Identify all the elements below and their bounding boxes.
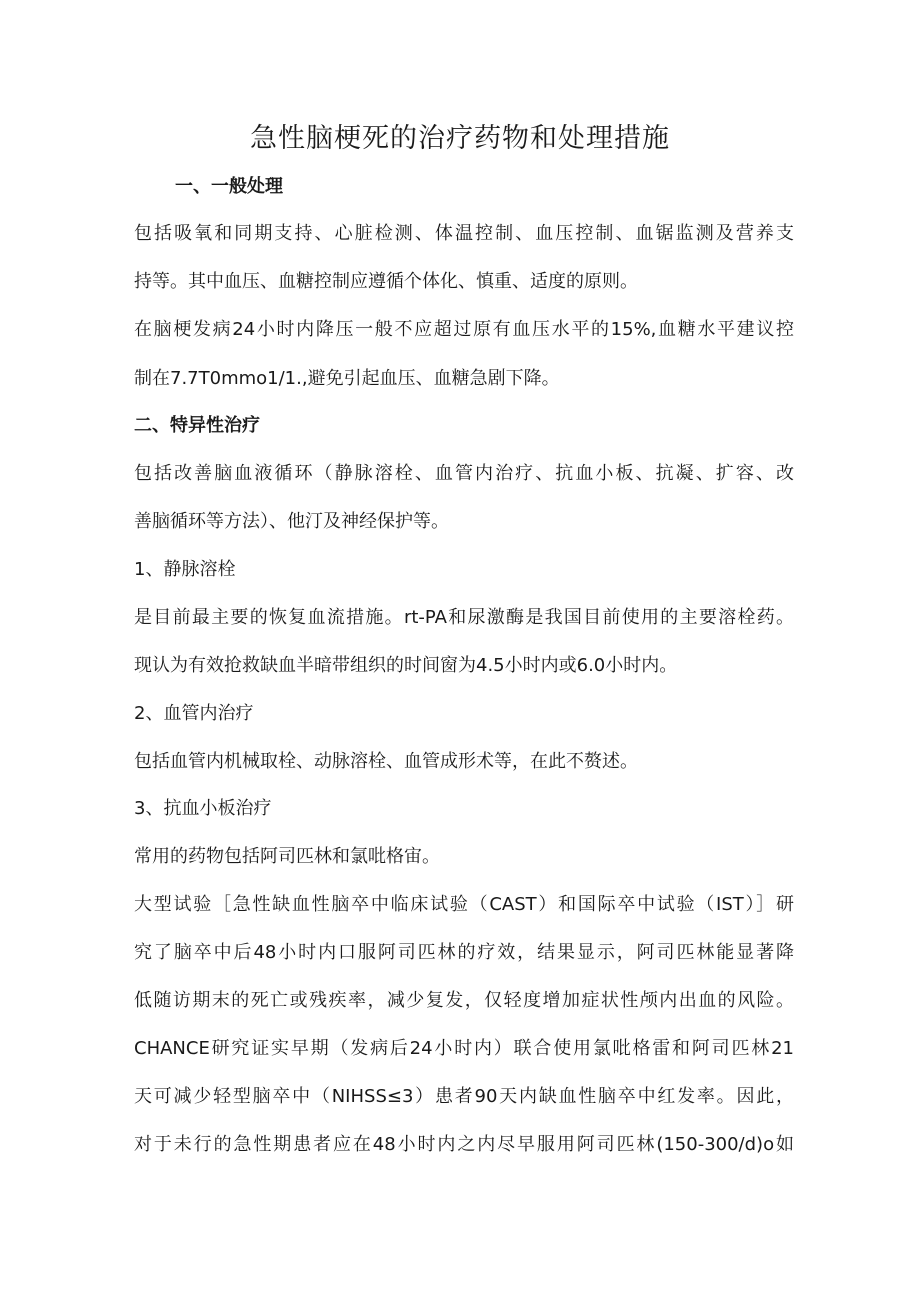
subsection-heading-thrombolysis: 1、静脉溶栓 <box>134 559 236 580</box>
paragraph-line: CHANCE研究证实早期（发病后24小时内）联合使用氯吡格雷和阿司匹林21 <box>134 1038 794 1059</box>
paragraph-line: 常用的药物包括阿司匹林和氯吡格宙。 <box>134 846 440 867</box>
paragraph-line: 天可减少轻型脑卒中（NIHSS≤3）患者90天内缺血性脑卒中红发率。因此， <box>134 1086 794 1107</box>
section-heading-general: 一、一般处理 <box>175 176 283 197</box>
document-title: 急性脑梗死的治疗药物和处理措施 <box>250 123 670 154</box>
paragraph-line: 包括改善脑血液循环（静脉溶栓、血管内治疗、抗血小板、抗凝、扩容、改 <box>134 463 794 484</box>
paragraph-line: 现认为有效抢救缺血半暗带组织的时间窗为4.5小时内或6.0小时内。 <box>134 655 678 676</box>
paragraph-line: 善脑循环等方法）、他汀及神经保护等。 <box>134 511 449 532</box>
paragraph-line: 在脑梗发病24小时内降压一般不应超过原有血压水平的15%,血糖水平建议控 <box>134 319 794 340</box>
paragraph-line: 究了脑卒中后48小时内口服阿司匹林的疗效，结果显示，阿司匹林能显著降 <box>134 942 794 963</box>
section-heading-specific: 二、特异性治疗 <box>134 415 260 436</box>
paragraph-line: 包括吸氧和同期支持、心脏检测、体温控制、血压控制、血锯监测及营养支 <box>134 223 794 244</box>
paragraph-line: 是目前最主要的恢复血流措施。rt-PA和尿激酶是我国目前使用的主要溶栓药。 <box>134 607 794 628</box>
paragraph-line: 大型试验［急性缺血性脑卒中临床试验（CAST）和国际卒中试验（IST）］研 <box>134 894 794 915</box>
paragraph-line: 持等。其中血压、血糖控制应遵循个体化、慎重、适度的原则。 <box>134 271 638 292</box>
subsection-heading-endovascular: 2、血管内治疗 <box>134 703 254 724</box>
paragraph-line: 对于未行的急性期患者应在48小时内之内尽早服用阿司匹林(150-300/d)o如 <box>134 1134 794 1155</box>
subsection-heading-antiplatelet: 3、抗血小板治疗 <box>134 798 272 819</box>
paragraph-line: 包括血管内机械取栓、动脉溶栓、血管成形术等，在此不赘述。 <box>134 751 638 772</box>
paragraph-line: 制在7.7T0mmo1/1.,避免引起血压、血糖急剧下降。 <box>134 368 560 389</box>
paragraph-line: 低随访期末的死亡或残疾率，减少复发，仅轻度增加症状性颅内出血的风险。 <box>134 990 794 1011</box>
